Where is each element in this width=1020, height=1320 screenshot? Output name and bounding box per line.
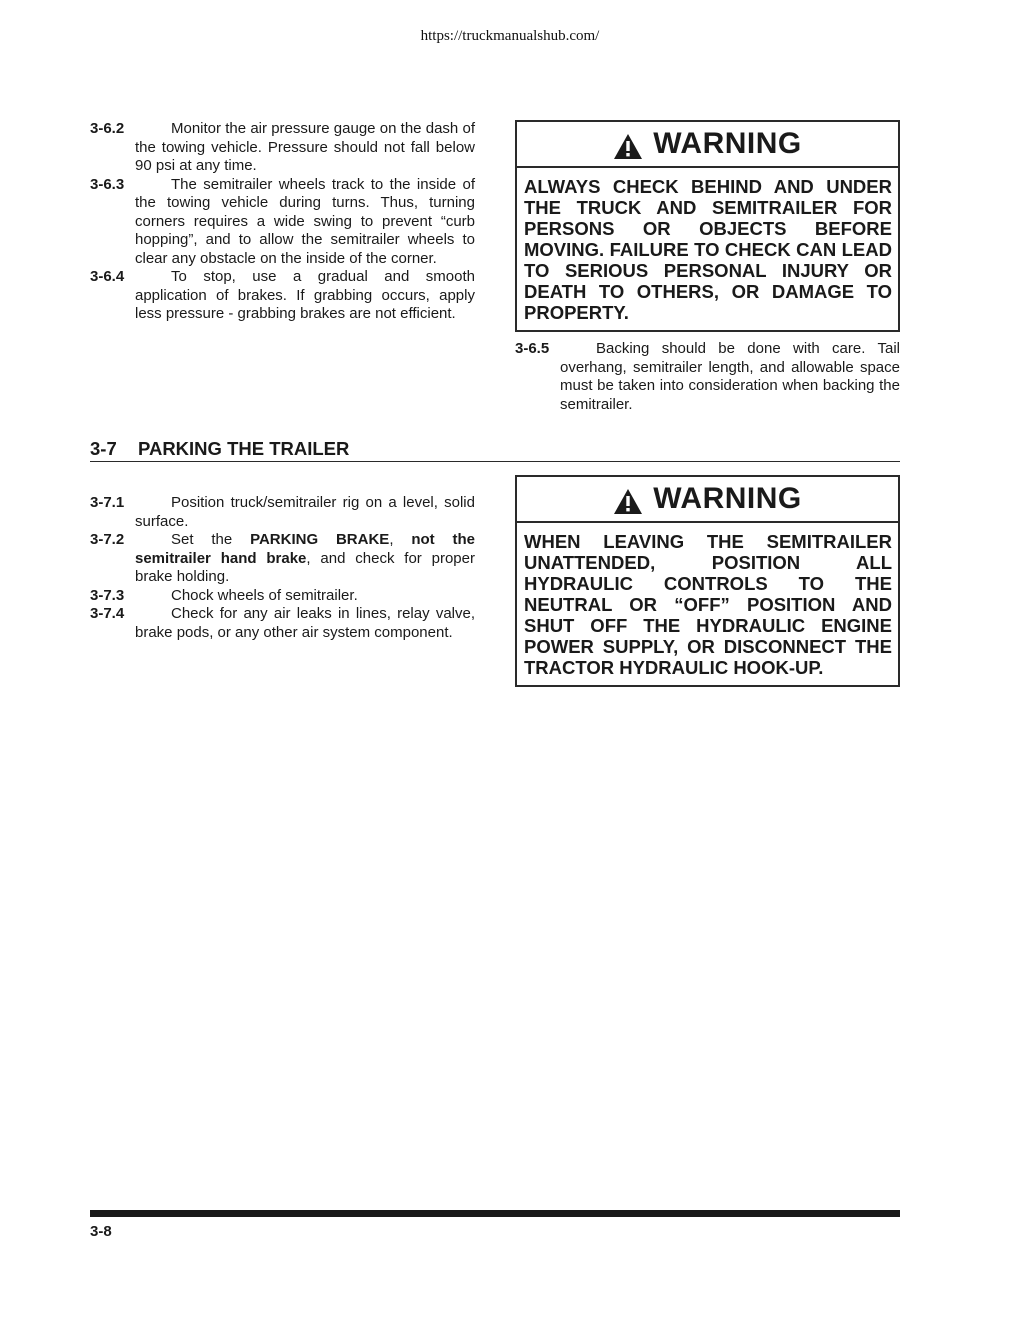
paragraph-number: 3-6.4 xyxy=(90,268,125,285)
paragraph-text: The semitrailer wheels track to the inside of the towing vehicle during turns. Thus, turning corners requires a wide swing to prevent “curb hopping”, and to allow the semitrailer wheels to clear any obstacle on the inside of the corner. xyxy=(135,175,475,267)
section-3-6-list xyxy=(90,120,475,324)
paragraph-number: 3-7.3 xyxy=(90,586,125,604)
warning-title: WARNING xyxy=(653,482,802,515)
warning-body: WHEN LEAVING THE SEMITRAILER UNATTENDED, POSITION ALL HYDRAULIC CONTROLS TO THE NEUTRAL OR “OFF” POSITION AND SHUT OFF THE HYDRAULIC ENGINE POWER SUPPLY, OR DISCONNECT THE TRACTOR HYDRAULIC HOOK-UP. xyxy=(524,531,892,678)
paragraph-text: Chock wheels of semitrailer. xyxy=(171,586,358,604)
section-heading-3-7 xyxy=(90,438,900,462)
paragraph-3-6-5 xyxy=(515,340,900,414)
paragraph-text: Monitor the air pressure gauge on the dash of the towing vehicle. Pressure should not fall below 90 psi at any time. xyxy=(135,120,475,174)
paragraph-text: , xyxy=(389,531,412,548)
footer-rule xyxy=(90,1210,900,1217)
warning-header xyxy=(517,122,898,168)
warning-body: ALWAYS CHECK BEHIND AND UNDER THE TRUCK AND SEMITRAILER FOR PERSONS OR OBJECTS BEFORE MOVING. FAILURE TO CHECK CAN LEAD TO SERIOUS PERSONAL INJURY OR DEATH TO OTHERS, OR DAMAGE TO PROPERTY. xyxy=(524,176,892,323)
paragraph-text: , and check for proper brake holding. xyxy=(135,549,475,585)
warning-column-2 xyxy=(515,475,900,687)
paragraph-number: 3-7.4 xyxy=(90,605,125,622)
paragraph-number: 3-6.3 xyxy=(90,175,125,193)
source-url[interactable]: https://truckmanualshub.com/ xyxy=(420,28,600,44)
paragraph-3-7-3 xyxy=(90,587,475,606)
paragraph-text: Position truck/semitrailer rig on a level, solid surface. xyxy=(135,494,475,530)
paragraph-number: 3-6.2 xyxy=(90,120,125,137)
parking-brake-emphasis: PARKING BRAKE xyxy=(250,531,390,548)
hand-brake-emphasis: not the semitrailer hand brake xyxy=(135,531,475,567)
warning-column-1 xyxy=(515,120,900,414)
warning-header xyxy=(517,477,898,523)
paragraph-number: 3-7.2 xyxy=(90,531,125,548)
paragraph-text: Check for any air leaks in lines, relay valve, brake pods, or any other air system component. xyxy=(135,605,475,641)
warning-triangle-icon xyxy=(613,133,643,160)
paragraph-number: 3-6.5 xyxy=(515,340,550,357)
warning-box-2 xyxy=(515,475,900,687)
paragraph-3-6-2 xyxy=(90,120,475,176)
paragraph-3-6-3 xyxy=(90,176,475,269)
section-3-7-list xyxy=(90,494,475,642)
paragraph-text: Set the xyxy=(171,531,251,548)
page-number: 3-8 xyxy=(90,1223,112,1240)
paragraph-3-7-2 xyxy=(90,531,475,587)
paragraph-text: To stop, use a gradual and smooth application of brakes. If grabbing occurs, apply less pressure - grabbing brakes are not efficient. xyxy=(135,268,475,322)
warning-triangle-icon xyxy=(613,488,643,515)
paragraph-3-6-4 xyxy=(90,268,475,324)
paragraph-3-7-1 xyxy=(90,494,475,531)
paragraph-text: Backing should be done with care. Tail overhang, semitrailer length, and allowable space must be taken into consideration when backing the semitrailer. xyxy=(560,340,900,413)
paragraph-number: 3-7.1 xyxy=(90,494,125,511)
warning-box-1 xyxy=(515,120,900,332)
section-title: PARKING THE TRAILER xyxy=(138,438,350,459)
warning-title: WARNING xyxy=(653,127,802,160)
paragraph-3-7-4 xyxy=(90,605,475,642)
section-number: 3-7 xyxy=(90,438,117,459)
